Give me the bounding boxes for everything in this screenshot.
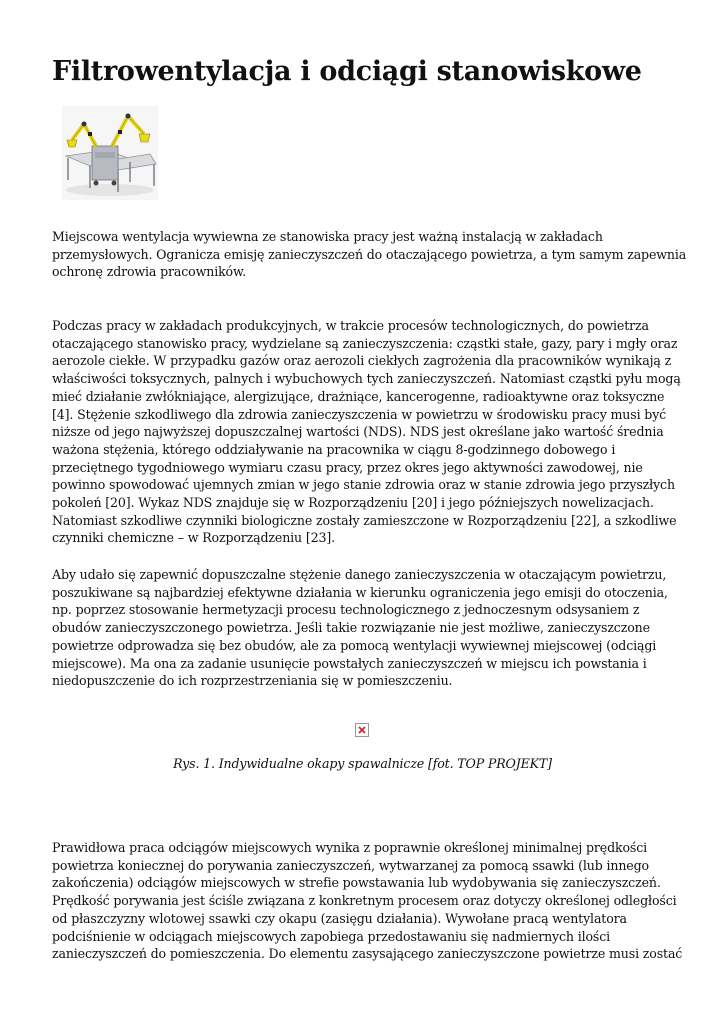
text-line: Miejscowa wentylacja wywiewna ze stanowiska pracy jest ważną instalacją w zakładach	[52, 229, 603, 244]
text-line: mieć działanie zwłókniające, alergizujące, drażniące, kancerogenne, radioaktywne oraz toksyczne	[52, 388, 665, 404]
text-line: otaczającego stanowisko pracy, wydzielane są zanieczyszczenia: cząstki stałe, gazy, pary i mgły oraz	[52, 335, 678, 351]
text-line: obudów zanieczyszczonego powietrza. Jeśli takie rozwiązanie nie jest możliwe, zanieczyszczone	[52, 620, 650, 636]
welding-fume-extraction-arms-image	[62, 106, 158, 200]
text-line: Podczas pracy w zakładach produkcyjnych, w trakcie procesów technologicznych, do powietrza	[52, 318, 649, 333]
text-line: miejscowe). Ma ona za zadanie usunięcie powstałych zanieczyszczeń w miejscu ich powstania i	[52, 655, 647, 671]
page-title: Filtrowentylacja i odciągi stanowiskowe	[52, 56, 642, 87]
intro-paragraph	[52, 228, 687, 281]
text-line: podciśnienie w odciągach miejscowych zapobiega przedostawaniu się nadmiernych ilości	[52, 928, 611, 944]
text-line: aerozole ciekłe. W przypadku gazów oraz aerozoli ciekłych zagrożenia dla pracowników wynikają z	[52, 353, 672, 369]
text-line: ważona stężenia, którego oddziaływanie na pracownika w ciągu 8-godzinnego dobowego i	[52, 441, 616, 457]
text-line: powietrza koniecznej do porywania zanieczyszczeń, wytwarzanej za pomocą ssawki (lub innego	[52, 857, 649, 873]
text-line: poszukiwane są najbardziej efektywne działania w kierunku ograniczenia jego emisji do otoczenia,	[52, 584, 668, 600]
text-line: [4]. Stężenie szkodliwego dla zdrowia zanieczyszczenia w powietrzu w środowisku pracy musi być	[52, 406, 667, 422]
text-line: powietrze odprowadza się bez obudów, ale za pomocą wentylacji wywiewnej miejscowej (odciągi	[52, 637, 657, 653]
text-line: Prawidłowa praca odciągów miejscowych wynika z poprawnie określonej minimalnej prędkości	[52, 840, 647, 855]
figure-caption: Rys. 1. Indywidualne okapy spawalnicze [fot. TOP PROJEKT]	[173, 756, 552, 771]
text-line: przeciętnego tygodniowego wymiaru czasu pracy, przez okres jego aktywności zawodowej, nie	[52, 459, 643, 475]
text-line: Natomiast szkodliwe czynniki biologiczne zostały zamieszczone w Rozporządzeniu [22], a szkodliwe	[52, 512, 677, 528]
text-line: od płaszczyzny wlotowej ssawki czy okapu (zasięgu działania). Wywołane pracą wentylatora	[52, 910, 627, 926]
text-line: niedopuszczenie do ich rozprzestrzeniania się w pomieszczeniu.	[52, 673, 453, 689]
text-line: przemysłowych. Ogranicza emisję zanieczyszczeń do otaczającego powietrza, a tym samym zapewnia	[52, 246, 687, 262]
text-line: niższe od jego najwyższej dopuszczalnej wartości (NDS). NDS jest określane jako wartość średnia	[52, 424, 664, 440]
body-paragraph	[52, 317, 681, 547]
text-line: Prędkość porywania jest ściśle związana z konkretnym procesem oraz dotyczy określonej odległości	[52, 893, 677, 909]
text-line: np. poprzez stosowanie hermetyzacji procesu technologicznego z jednoczesnym odsysaniem z	[52, 602, 640, 618]
broken-image-icon	[355, 723, 369, 737]
text-line: czynniki chemiczne – w Rozporządzeniu [23].	[52, 530, 335, 546]
body-paragraph	[52, 566, 677, 690]
text-line: Aby udało się zapewnić dopuszczalne stężenie danego zanieczyszczenia w otaczającym powietrzu,	[52, 567, 667, 582]
text-line: powinno spowodować ujemnych zmian w jego stanie zdrowia oraz w stanie zdrowia jego przyszłych	[52, 477, 675, 493]
text-line: zakończenia) odciągów miejscowych w strefie powstawania lub wydobywania się zanieczyszczeń.	[52, 875, 661, 891]
text-line: ochronę zdrowia pracowników.	[52, 264, 246, 280]
body-paragraph	[52, 839, 683, 963]
text-line: właściwości toksycznych, palnych i wybuchowych tych zanieczyszczeń. Natomiast cząstki pyłu mogą	[52, 371, 681, 387]
text-line: zanieczyszczeń do pomieszczenia. Do elementu zasysającego zanieczyszczone powietrze musi zostać	[52, 946, 683, 962]
text-line: pokoleń [20]. Wykaz NDS znajduje się w Rozporządzeniu [20] i jego późniejszych nowelizacjach.	[52, 495, 654, 511]
